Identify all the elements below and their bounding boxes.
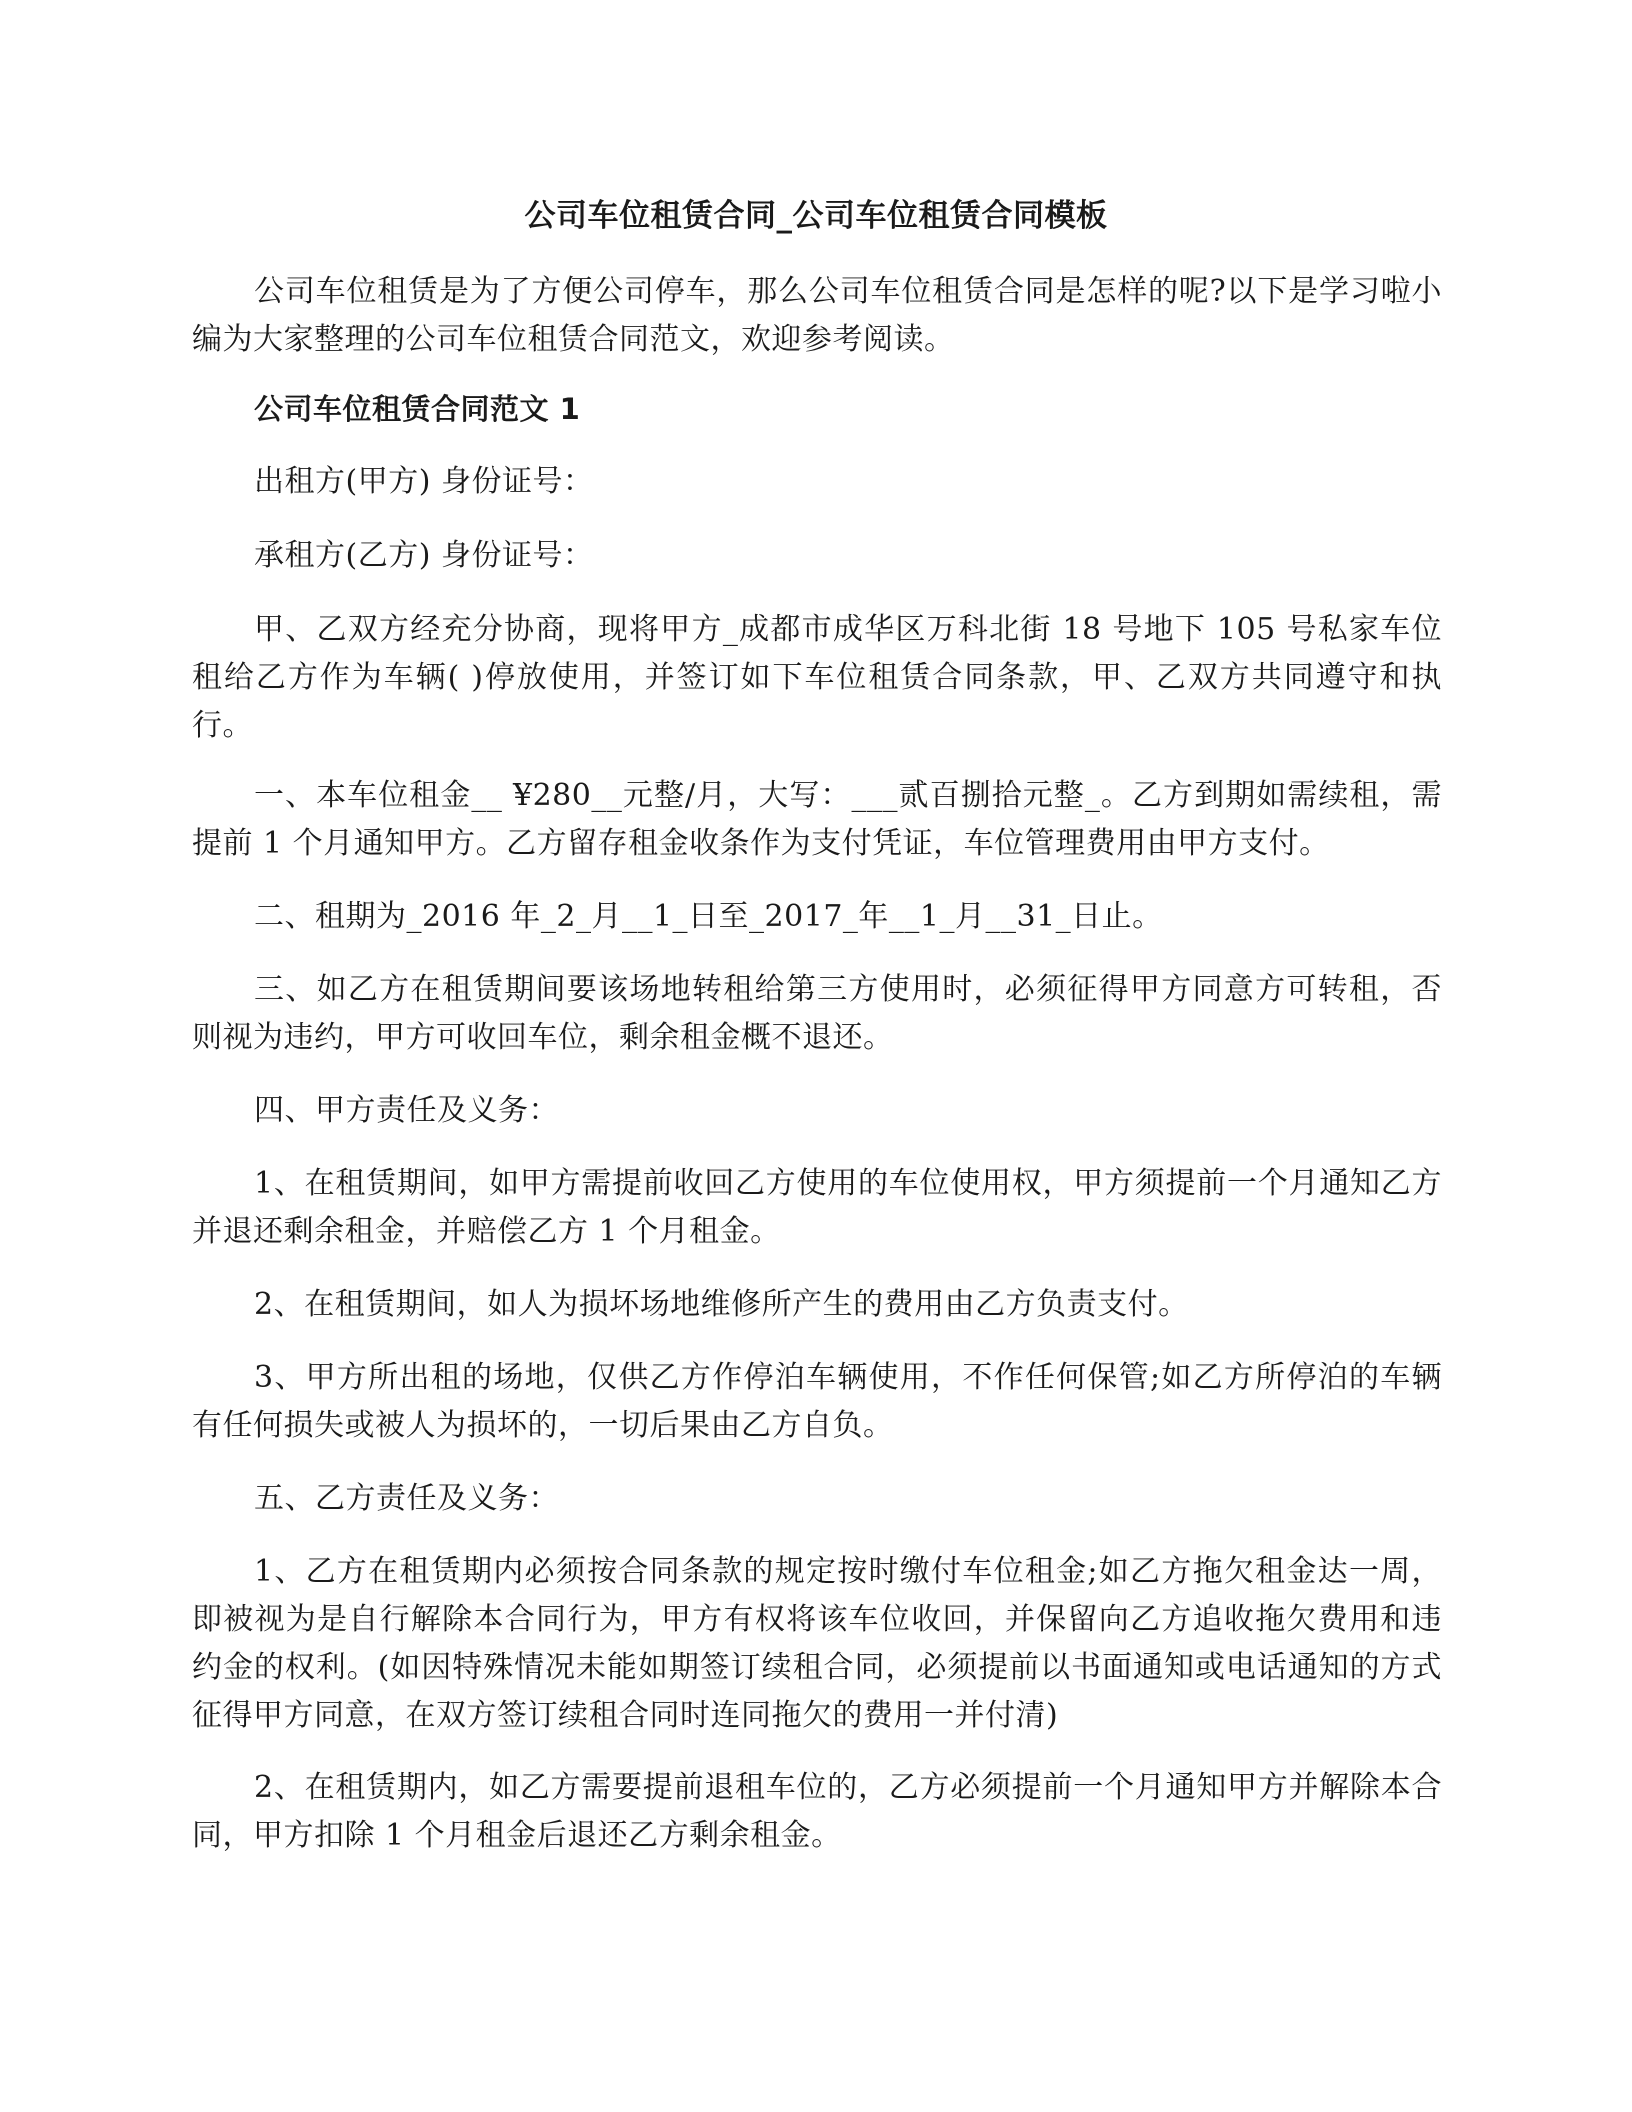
clause-4-2: 2、在租赁期间，如人为损坏场地维修所产生的费用由乙方负责支付。 <box>254 1287 1189 1322</box>
clause-2: 二、租期为_2016 年_2_月__1_日至_2017_年__1_月__31_日止。 <box>254 899 1163 934</box>
clause-4-heading: 四、甲方责任及义务： <box>254 1093 559 1128</box>
lessee-line: 承租方(乙方) 身份证号： <box>254 538 594 573</box>
clause-1: 一、本车位租金__ ¥280__元整/月，大写：___贰百捌拾元整_。乙方到期如需续租，需提前 1 个月通知甲方。乙方留存租金收条作为支付凭证，车位管理费用由甲方支付。 <box>192 778 1442 861</box>
clause-4-3: 3、甲方所出租的场地，仅供乙方作停泊车辆使用，不作任何保管;如乙方所停泊的车辆有任何损失或被人为损坏的，一切后果由乙方自负。 <box>192 1360 1442 1443</box>
sample-heading: 公司车位租赁合同范文 1 <box>254 392 581 426</box>
clause-5-heading: 五、乙方责任及义务： <box>254 1481 559 1516</box>
document-title: 公司车位租赁合同_公司车位租赁合同模板 <box>524 198 1108 234</box>
preamble-paragraph: 甲、乙双方经充分协商，现将甲方_成都市成华区万科北街 18 号地下 105 号私家车位租给乙方作为车辆( )停放使用，并签订如下车位租赁合同条款，甲、乙双方共同遵守和执行。 <box>192 612 1442 743</box>
intro-paragraph: 公司车位租赁是为了方便公司停车，那么公司车位租赁合同是怎样的呢?以下是学习啦小编为大家整理的公司车位租赁合同范文，欢迎参考阅读。 <box>192 274 1442 357</box>
clause-5-2: 2、在租赁期内，如乙方需要提前退租车位的，乙方必须提前一个月通知甲方并解除本合同，甲方扣除 1 个月租金后退还乙方剩余租金。 <box>192 1770 1442 1853</box>
clause-5-1: 1、乙方在租赁期内必须按合同条款的规定按时缴付车位租金;如乙方拖欠租金达一周，即被视为是自行解除本合同行为，甲方有权将该车位收回，并保留向乙方追收拖欠费用和违约金的权利。(如因特殊情况未能如期签订续租合同，必须提前以书面通知或电话通知的方式征得甲方同意，在双方签订续租合同时连同拖欠的费用一并付清) <box>192 1554 1442 1733</box>
clause-3: 三、如乙方在租赁期间要该场地转租给第三方使用时，必须征得甲方同意方可转租，否则视为违约，甲方可收回车位，剩余租金概不退还。 <box>192 972 1442 1055</box>
clause-4-1: 1、在租赁期间，如甲方需提前收回乙方使用的车位使用权，甲方须提前一个月通知乙方并退还剩余租金，并赔偿乙方 1 个月租金。 <box>192 1166 1442 1249</box>
lessor-line: 出租方(甲方) 身份证号： <box>254 464 594 499</box>
